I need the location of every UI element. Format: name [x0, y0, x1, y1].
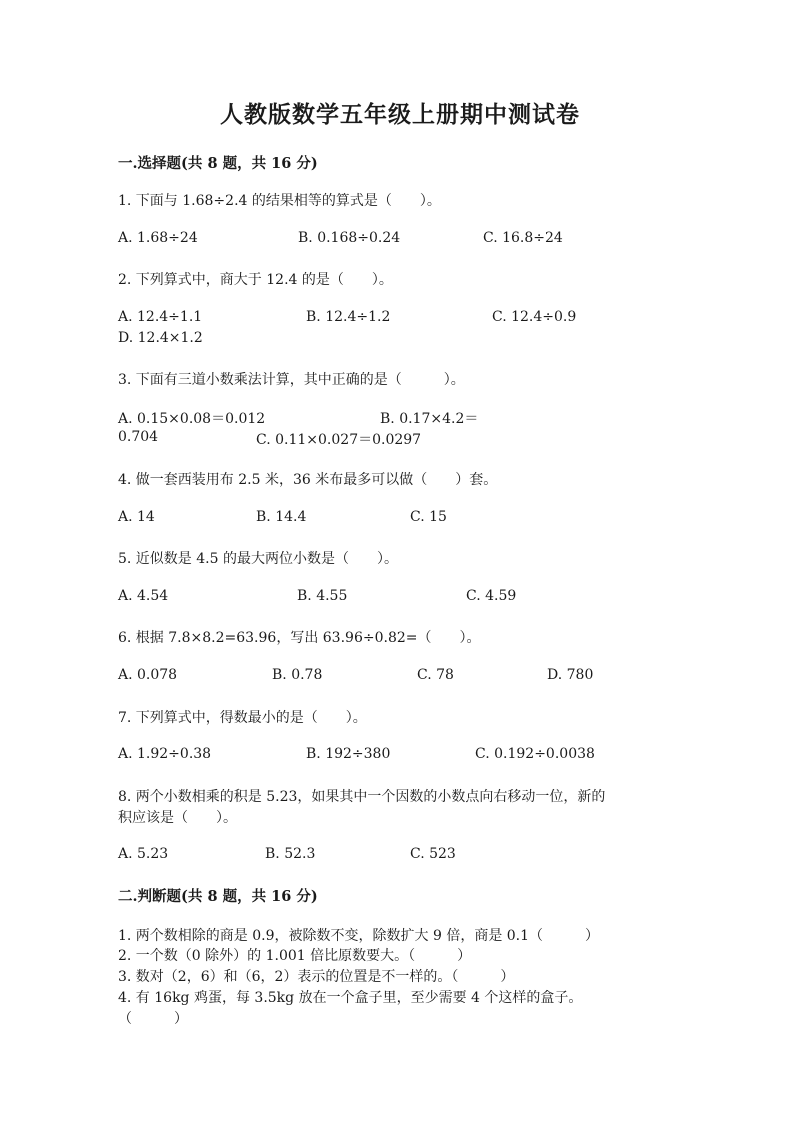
q2-option-b: B. 12.4÷1.2 [306, 309, 391, 325]
question-2: 2. 下列算式中，商大于 12.4 的是（ ）。 [118, 272, 393, 288]
section-heading-choice: 一.选择题(共 8 题，共 16 分) [118, 155, 318, 172]
tf-question-1: 1. 两个数相除的商是 0.9，被除数不变，除数扩大 9 倍，商是 0.1（ ） [118, 928, 600, 944]
q4-option-c: C. 15 [410, 509, 447, 525]
q2-option-c: C. 12.4÷0.9 [492, 309, 577, 325]
q3-option-c: C. 0.11×0.027＝0.0297 [256, 432, 422, 448]
q7-option-c: C. 0.192÷0.0038 [475, 746, 595, 762]
section-heading-true-false: 二.判断题(共 8 题，共 16 分) [118, 888, 318, 905]
q7-option-b: B. 192÷380 [306, 746, 391, 762]
question-6: 6. 根据 7.8×8.2=63.96，写出 63.96÷0.82=（ ）。 [118, 630, 481, 646]
page-title: 人教版数学五年级上册期中测试卷 [220, 101, 580, 128]
q6-option-b: B. 0.78 [272, 667, 323, 683]
q2-option-d: D. 12.4×1.2 [118, 330, 203, 346]
q1-option-a: A. 1.68÷24 [118, 230, 198, 246]
question-5: 5. 近似数是 4.5 的最大两位小数是（ ）。 [118, 551, 398, 567]
q3-option-a: A. 0.15×0.08＝0.012 [118, 411, 266, 427]
q8-option-c: C. 523 [410, 846, 456, 862]
question-1: 1. 下面与 1.68÷2.4 的结果相等的算式是（ ）。 [118, 193, 441, 209]
q5-option-a: A. 4.54 [118, 588, 169, 604]
q7-option-a: A. 1.92÷0.38 [118, 746, 212, 762]
q6-option-c: C. 78 [417, 667, 454, 683]
question-4: 4. 做一套西装用布 2.5 米，36 米布最多可以做（ ）套。 [118, 472, 498, 488]
q6-option-d: D. 780 [547, 667, 594, 683]
q3-option-b-continued: 0.704 [118, 429, 159, 445]
q5-option-c: C. 4.59 [466, 588, 517, 604]
q3-option-b: B. 0.17×4.2＝ [380, 411, 479, 427]
question-8-continued: 积应该是（ ）。 [118, 810, 237, 826]
question-3: 3. 下面有三道小数乘法计算，其中正确的是（ ）。 [118, 372, 465, 388]
q6-option-a: A. 0.078 [118, 667, 178, 683]
q4-option-b: B. 14.4 [256, 509, 307, 525]
q8-option-b: B. 52.3 [265, 846, 316, 862]
tf-question-4: 4. 有 16kg 鸡蛋，每 3.5kg 放在一个盒子里，至少需要 4 个这样的盒子。 [118, 990, 583, 1006]
tf-question-2: 2. 一个数（0 除外）的 1.001 倍比原数要大。（ ） [118, 948, 472, 964]
q1-option-c: C. 16.8÷24 [483, 230, 563, 246]
q1-option-b: B. 0.168÷0.24 [298, 230, 401, 246]
q4-option-a: A. 14 [118, 509, 155, 525]
question-8: 8. 两个小数相乘的积是 5.23，如果其中一个因数的小数点向右移动一位，新的 [118, 789, 606, 805]
q2-option-a: A. 12.4÷1.1 [118, 309, 203, 325]
tf-question-3: 3. 数对（2，6）和（6，2）表示的位置是不一样的。（ ） [118, 969, 515, 985]
tf-question-4-answer-blank: （ ） [118, 1011, 188, 1027]
question-7: 7. 下列算式中，得数最小的是（ ）。 [118, 710, 367, 726]
q5-option-b: B. 4.55 [297, 588, 348, 604]
q8-option-a: A. 5.23 [118, 846, 169, 862]
